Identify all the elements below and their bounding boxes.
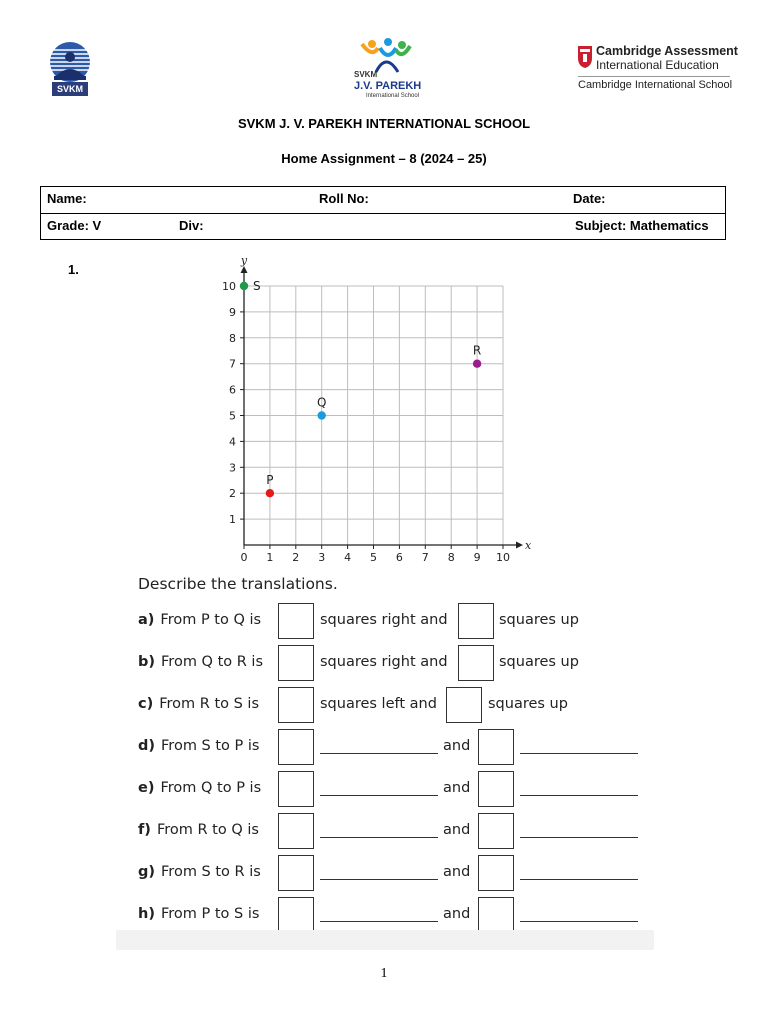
row-end-text: squares up xyxy=(499,612,579,628)
question-number: 1. xyxy=(68,262,79,277)
question-row-label xyxy=(138,738,259,754)
row-mid-text: and xyxy=(443,822,471,838)
row-letter: h) xyxy=(138,906,155,922)
cambridge-title: Cambridge Assessment xyxy=(596,44,738,58)
answer-box[interactable] xyxy=(446,687,482,723)
answer-box[interactable] xyxy=(458,645,494,681)
answer-box[interactable] xyxy=(278,897,314,933)
date-label: Date: xyxy=(573,191,606,206)
y-tick-label: 4 xyxy=(229,435,236,449)
answer-box[interactable] xyxy=(278,729,314,765)
row-text: From P to Q is xyxy=(160,612,262,628)
answer-line[interactable] xyxy=(520,795,638,796)
point-label-p: P xyxy=(266,473,274,488)
svkm-logo xyxy=(46,40,94,98)
info-row-1 xyxy=(41,187,725,214)
row-text: From R to S is xyxy=(159,696,260,712)
row-mid-text: squares right and xyxy=(320,612,448,628)
y-tick-label: 3 xyxy=(229,461,236,475)
coordinate-grid-chart xyxy=(216,254,536,570)
row-mid-text: and xyxy=(443,738,471,754)
info-row-2 xyxy=(41,214,725,240)
roll-no-label: Roll No: xyxy=(319,191,369,206)
row-text: From P to S is xyxy=(160,906,260,922)
y-tick-label: 1 xyxy=(229,513,236,527)
row-letter: b) xyxy=(138,654,156,670)
cambridge-logo xyxy=(576,44,736,94)
jvp-logo-line-2: J.V. PAREKH xyxy=(354,80,422,92)
point-label-s: S xyxy=(253,279,261,293)
row-mid-text: squares left and xyxy=(320,696,437,712)
y-axis-arrow xyxy=(241,266,248,273)
y-tick-label: 2 xyxy=(229,487,236,501)
row-text: From Q to R is xyxy=(161,654,264,670)
jvp-logo-line-3: International School xyxy=(366,93,420,99)
row-mid-text: and xyxy=(443,864,471,880)
answer-box[interactable] xyxy=(458,603,494,639)
question-row-label xyxy=(138,906,259,922)
answer-line[interactable] xyxy=(320,837,438,838)
x-tick-label: 9 xyxy=(473,551,481,564)
question-row-label xyxy=(138,612,261,628)
jvp-logo-line-1: SVKM xyxy=(354,70,378,79)
y-tick-label: 10 xyxy=(222,280,236,293)
question-row-label xyxy=(138,654,263,670)
answer-line[interactable] xyxy=(320,795,438,796)
answer-box[interactable] xyxy=(478,813,514,849)
row-letter: e) xyxy=(138,780,155,796)
point-q xyxy=(318,411,326,419)
x-tick-label: 7 xyxy=(421,551,429,564)
row-mid-text: and xyxy=(443,906,471,922)
answer-line[interactable] xyxy=(520,921,638,922)
answer-line[interactable] xyxy=(320,921,438,922)
assignment-title: Home Assignment – 8 (2024 – 25) xyxy=(281,151,487,166)
row-mid-text: and xyxy=(443,780,471,796)
people-emblem-icon xyxy=(352,38,422,72)
answer-box[interactable] xyxy=(478,771,514,807)
answer-line[interactable] xyxy=(520,837,638,838)
grade-label: Grade: V xyxy=(47,218,102,233)
row-text: From S to P is xyxy=(161,738,260,754)
point-p xyxy=(266,489,274,497)
x-tick-label: 4 xyxy=(344,551,352,564)
answer-box[interactable] xyxy=(478,855,514,891)
y-tick-label: 7 xyxy=(229,357,236,371)
cambridge-divider xyxy=(578,76,730,77)
row-end-text: squares up xyxy=(499,654,579,670)
row-letter: c) xyxy=(138,696,154,712)
name-label: Name: xyxy=(47,191,87,206)
instruction-text: Describe the translations. xyxy=(138,575,338,593)
x-tick-label: 0 xyxy=(240,551,248,564)
question-row-label xyxy=(138,780,261,796)
subject-label: Subject: Mathematics xyxy=(575,218,709,233)
page-number: 1 xyxy=(380,966,388,981)
cambridge-shield-icon xyxy=(578,46,592,68)
y-axis-label: y xyxy=(240,254,248,267)
div-label: Div: xyxy=(179,218,204,233)
point-s xyxy=(240,282,248,290)
cambridge-school: Cambridge International School xyxy=(578,79,733,91)
row-letter: a) xyxy=(138,612,155,628)
school-name: SVKM J. V. PAREKH INTERNATIONAL SCHOOL xyxy=(237,116,531,131)
x-tick-label: 5 xyxy=(370,551,377,564)
y-tick-label: 9 xyxy=(229,305,236,319)
row-letter: f) xyxy=(138,822,151,838)
row-letter: d) xyxy=(138,738,156,754)
point-label-r: R xyxy=(472,343,482,358)
answer-box[interactable] xyxy=(278,813,314,849)
x-tick-label: 2 xyxy=(292,551,300,564)
x-axis-label: x xyxy=(525,539,532,552)
answer-box[interactable] xyxy=(278,645,314,681)
point-r xyxy=(473,360,481,368)
answer-box[interactable] xyxy=(278,603,314,639)
student-info-table xyxy=(40,186,726,240)
x-tick-label: 6 xyxy=(395,551,403,564)
answer-line[interactable] xyxy=(520,753,638,754)
y-tick-label: 8 xyxy=(229,331,236,345)
answer-line[interactable] xyxy=(520,879,638,880)
x-tick-label: 3 xyxy=(318,551,326,564)
bottom-shading xyxy=(116,930,654,950)
x-tick-label: 10 xyxy=(496,551,510,564)
row-text: From R to Q is xyxy=(156,822,259,838)
question-row-label xyxy=(138,696,259,712)
x-tick-label: 8 xyxy=(447,551,455,564)
answer-box[interactable] xyxy=(478,897,514,933)
answer-box[interactable] xyxy=(478,729,514,765)
answer-line[interactable] xyxy=(320,879,438,880)
row-text: From Q to P is xyxy=(160,780,262,796)
svkm-logo-text: SVKM xyxy=(56,84,83,94)
answer-box[interactable] xyxy=(278,771,314,807)
x-tick-label: 1 xyxy=(266,551,274,564)
point-label-q: Q xyxy=(316,395,327,410)
jv-parekh-logo xyxy=(352,38,422,102)
row-text: From S to R is xyxy=(161,864,261,880)
cambridge-subtitle: International Education xyxy=(596,58,719,72)
answer-box[interactable] xyxy=(278,687,314,723)
y-tick-label: 5 xyxy=(229,409,236,423)
question-row-label xyxy=(138,864,261,880)
x-axis-arrow xyxy=(516,542,523,549)
answer-box[interactable] xyxy=(278,855,314,891)
question-row-label xyxy=(138,822,259,838)
answer-line[interactable] xyxy=(320,753,438,754)
row-letter: g) xyxy=(138,864,156,880)
row-end-text: squares up xyxy=(488,696,568,712)
y-tick-label: 6 xyxy=(229,383,236,397)
row-mid-text: squares right and xyxy=(320,654,448,670)
